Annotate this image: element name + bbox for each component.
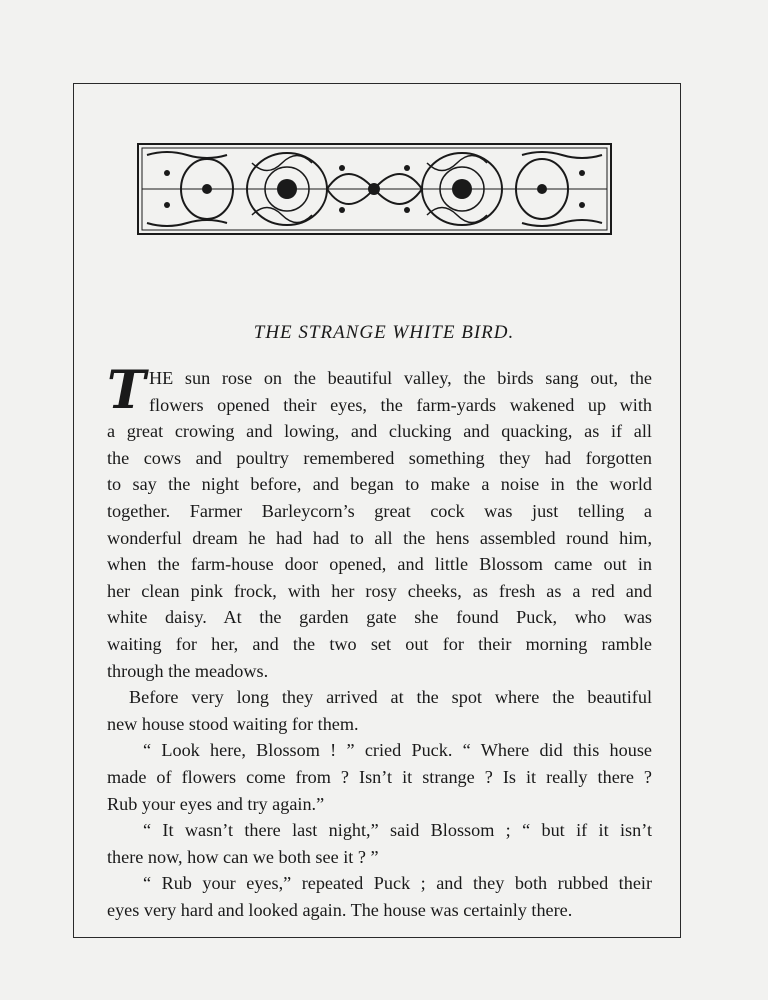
text-line: new house stood waiting for them.: [107, 713, 359, 734]
text-line: Rub your eyes and try again.”: [107, 793, 325, 814]
text-line: the cows and poultry remembered something they had forgotten: [107, 447, 652, 468]
story-title: THE STRANGE WHITE BIRD.: [253, 322, 515, 343]
paragraph-1: [107, 360, 652, 684]
paragraph-5: [107, 870, 652, 923]
text-line: when the farm-house door opened, and little Blossom came out in: [107, 554, 652, 575]
text-line: “ It wasn’t there last night,” said Blossom ; “ but if it isn’t: [143, 820, 652, 841]
text-line: eyes very hard and looked again. The house was certainly there.: [107, 899, 573, 920]
text-line: made of flowers come from ? Isn’t it strange ? Is it really there ?: [107, 766, 652, 787]
text-line: white daisy. At the garden gate she found Puck, who was: [107, 607, 652, 628]
text-line: a great crowing and lowing, and clucking and quacking, as if all: [107, 421, 652, 442]
text-line: to say the night before, and began to make a noise in the world: [107, 474, 652, 495]
text-line: Before very long they arrived at the spot where the beautiful: [129, 687, 652, 708]
text-line: waiting for her, and the two set out for their morning ramble: [107, 633, 652, 654]
paragraph-4: [107, 817, 652, 870]
text-line: “ Rub your eyes,” repeated Puck ; and they both rubbed their: [143, 873, 652, 894]
text-line: “ Look here, Blossom ! ” cried Puck. “ Where did this house: [143, 740, 652, 761]
text-line: wonderful dream he had had to all the hens assembled round him,: [107, 527, 652, 548]
text-line: together. Farmer Barleycorn’s great cock was just telling a: [107, 500, 652, 521]
drop-cap: T: [107, 360, 146, 421]
paragraph-3: [107, 737, 652, 817]
text-line: there now, how can we both see it ? ”: [107, 846, 379, 867]
text-line: flowers opened their eyes, the farm-yards wakened up with: [149, 394, 652, 415]
text-line: through the meadows.: [107, 660, 269, 681]
paragraph-2: [107, 684, 652, 737]
ornamental-header-band: [137, 143, 612, 235]
story-body: [107, 360, 652, 923]
text-line: HE sun rose on the beautiful valley, the birds sang out, the: [149, 368, 652, 388]
text-line: her clean pink frock, with her rosy cheeks, as fresh as a red and: [107, 580, 652, 601]
